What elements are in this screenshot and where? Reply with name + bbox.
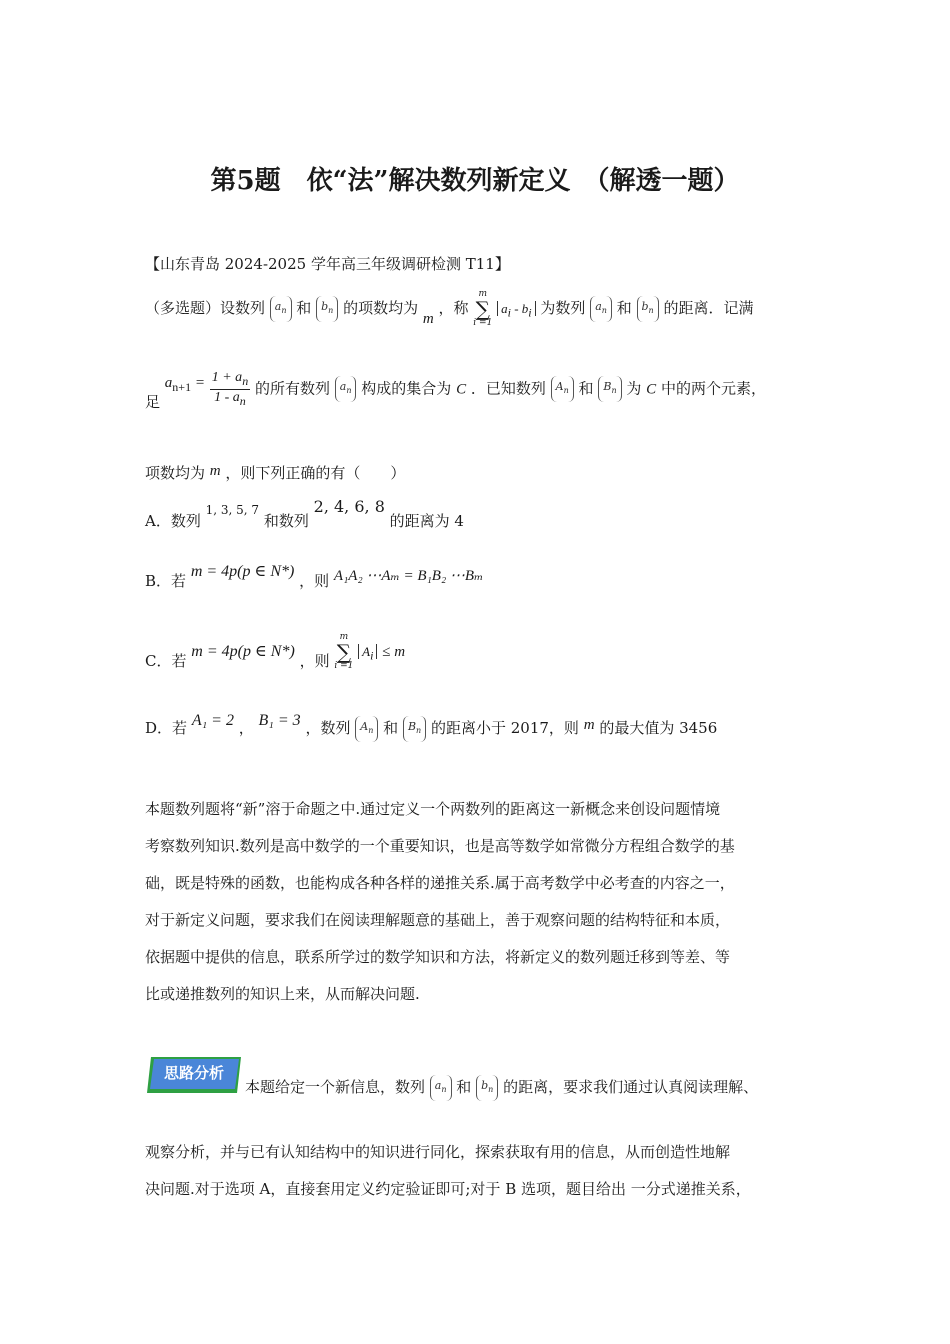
option-label: B．若 (145, 572, 187, 590)
text-segment: 和 (296, 299, 312, 317)
text-segment: 构成的集合为 (361, 379, 452, 398)
sequence-a-n: $a_n$ (270, 296, 292, 322)
set-c: C (456, 381, 467, 398)
product-equality: A₁A₂ ⋯Aₘ = B₁B₂ ⋯Bₘ (333, 568, 484, 584)
var-m: m (209, 463, 221, 479)
text-segment: 的所有数列 (254, 379, 330, 398)
option-a (145, 497, 464, 531)
option-label: A．数列 (145, 512, 201, 530)
problem-source: 【山东青岛 2024-2025 学年高三年级调研检测 T11】 (145, 255, 510, 273)
analysis-line-1 (245, 1075, 758, 1101)
option-b (145, 563, 484, 591)
intro-line-3: 础，既是特殊的函数，也能构成各种各样的递推关系.属于高考数学中必考查的内容之一， (145, 874, 735, 892)
intro-line-1: 本题数列题将“新”溶于命题之中.通过定义一个两数列的距离这一新概念来创设问题情境 (145, 800, 721, 818)
sequence-a-n: $a_n$ (590, 296, 612, 322)
option-label: C．若 (145, 652, 187, 670)
text-segment: 为 (626, 379, 642, 398)
analysis-line-3: 决问题.对于选项 A，直接套用定义约定验证即可;对于 B 选项，题目给出 一分式递推关系， (145, 1180, 751, 1198)
text-segment: 的距离为 4 (389, 512, 464, 530)
abs-difference: $a_i - b_i$ (497, 301, 536, 316)
intro-line-5: 依据题中提供的信息，联系所学过的数学知识和方法，将新定义的数列题迁移到等差、等 (145, 948, 731, 966)
text-segment: 和数列 (263, 512, 309, 530)
text-segment: 的最大值为 3456 (599, 719, 718, 738)
summation-sign: m ∑ i =1 (473, 289, 493, 328)
text-segment: ，称 (438, 299, 469, 317)
text-segment: 足 (145, 393, 161, 412)
text-segment: 中的两个元素， (660, 379, 766, 398)
text-segment: 本题给定一个新信息，数列 (245, 1078, 426, 1097)
problem-line-1 (145, 290, 754, 328)
text-segment: 和 (456, 1078, 472, 1097)
option-label: D．若 (145, 719, 188, 738)
text-segment: 和 (578, 379, 594, 398)
intro-line-6: 比或递推数列的知识上来，从而解决问题. (145, 985, 420, 1003)
problem-line-2 (145, 370, 766, 412)
condition-A1: A₁ = 2 (191, 712, 234, 730)
sequence-B-n: $B_n$ (598, 376, 621, 402)
option-c (145, 632, 406, 681)
sequence-A-n: $A_n$ (355, 716, 378, 742)
condition-m-4p: m = 4p(p ∈ N*) (191, 643, 295, 660)
text-segment: 和 (383, 719, 399, 738)
text-segment: （多选题）设数列 (145, 299, 266, 317)
condition-m-4p: m = 4p(p ∈ N*) (190, 563, 295, 580)
text-segment: ，则下列正确的有（ ） (225, 464, 406, 482)
sequence-even: 2, 4, 6, 8 (313, 497, 385, 516)
text-segment: 和 (616, 299, 632, 317)
text-segment: 的项数均为 (343, 299, 419, 317)
sequence-A-n: $A_n$ (551, 376, 574, 402)
option-d (145, 712, 718, 742)
sequence-B-n: $B_n$ (403, 716, 426, 742)
sequence-a-n: $a_n$ (335, 376, 357, 402)
recurrence-lhs: $a_{n+1}$ = (164, 375, 205, 395)
text-segment: 的距离，要求我们通过认真阅读理解、 (503, 1078, 759, 1097)
sequence-a-n: $a_n$ (430, 1075, 452, 1101)
text-segment: 为数列 (540, 299, 586, 317)
text-segment: ，则 (299, 652, 330, 670)
sequence-b-n: $b_n$ (476, 1075, 498, 1101)
intro-line-2: 考察数列知识.数列是高中数学的一个重要知识，也是高等数学如常微分方程组合数学的基 (145, 837, 735, 855)
intro-line-4: 对于新定义问题，要求我们在阅读理解题意的基础上，善于观察问题的结构特征和本质， (145, 911, 731, 929)
badge-label: 思路分析 (163, 1064, 224, 1082)
summation-sign: m ∑ i =1 (334, 632, 354, 671)
text-segment: ， (238, 719, 254, 738)
text-segment: ，数列 (305, 719, 351, 738)
abs-A-i: $A_i$ (358, 644, 377, 659)
var-m: m (583, 717, 595, 734)
text-segment: 项数均为 (145, 464, 206, 482)
var-m: m (422, 311, 434, 327)
problem-line-3 (145, 462, 405, 483)
recurrence-fraction: $\frac{1 + a_n}{1 - a_n}$ (211, 370, 249, 408)
analysis-badge (145, 1055, 243, 1095)
condition-B1: B₁ = 3 (258, 712, 301, 730)
page-title: 第5题 依“法”解决数列新定义 （解透一题） (210, 166, 740, 196)
text-segment: ．已知数列 (470, 379, 546, 398)
text-segment: 的距离小于 2017，则 (430, 719, 579, 738)
text-segment: 的距离．记满 (663, 299, 754, 317)
sequence-odd: 1, 3, 5, 7 (205, 503, 260, 517)
set-c: C (646, 381, 657, 398)
text-segment: ，则 (299, 572, 330, 590)
sequence-b-n: $b_n$ (316, 296, 338, 322)
sequence-b-n: $b_n$ (637, 296, 659, 322)
analysis-line-2: 观察分析，并与已有认知结构中的知识进行同化，探索获取有用的信息，从而创造性地解 (145, 1143, 731, 1161)
inequality-le-m: ≤ m (382, 644, 406, 660)
